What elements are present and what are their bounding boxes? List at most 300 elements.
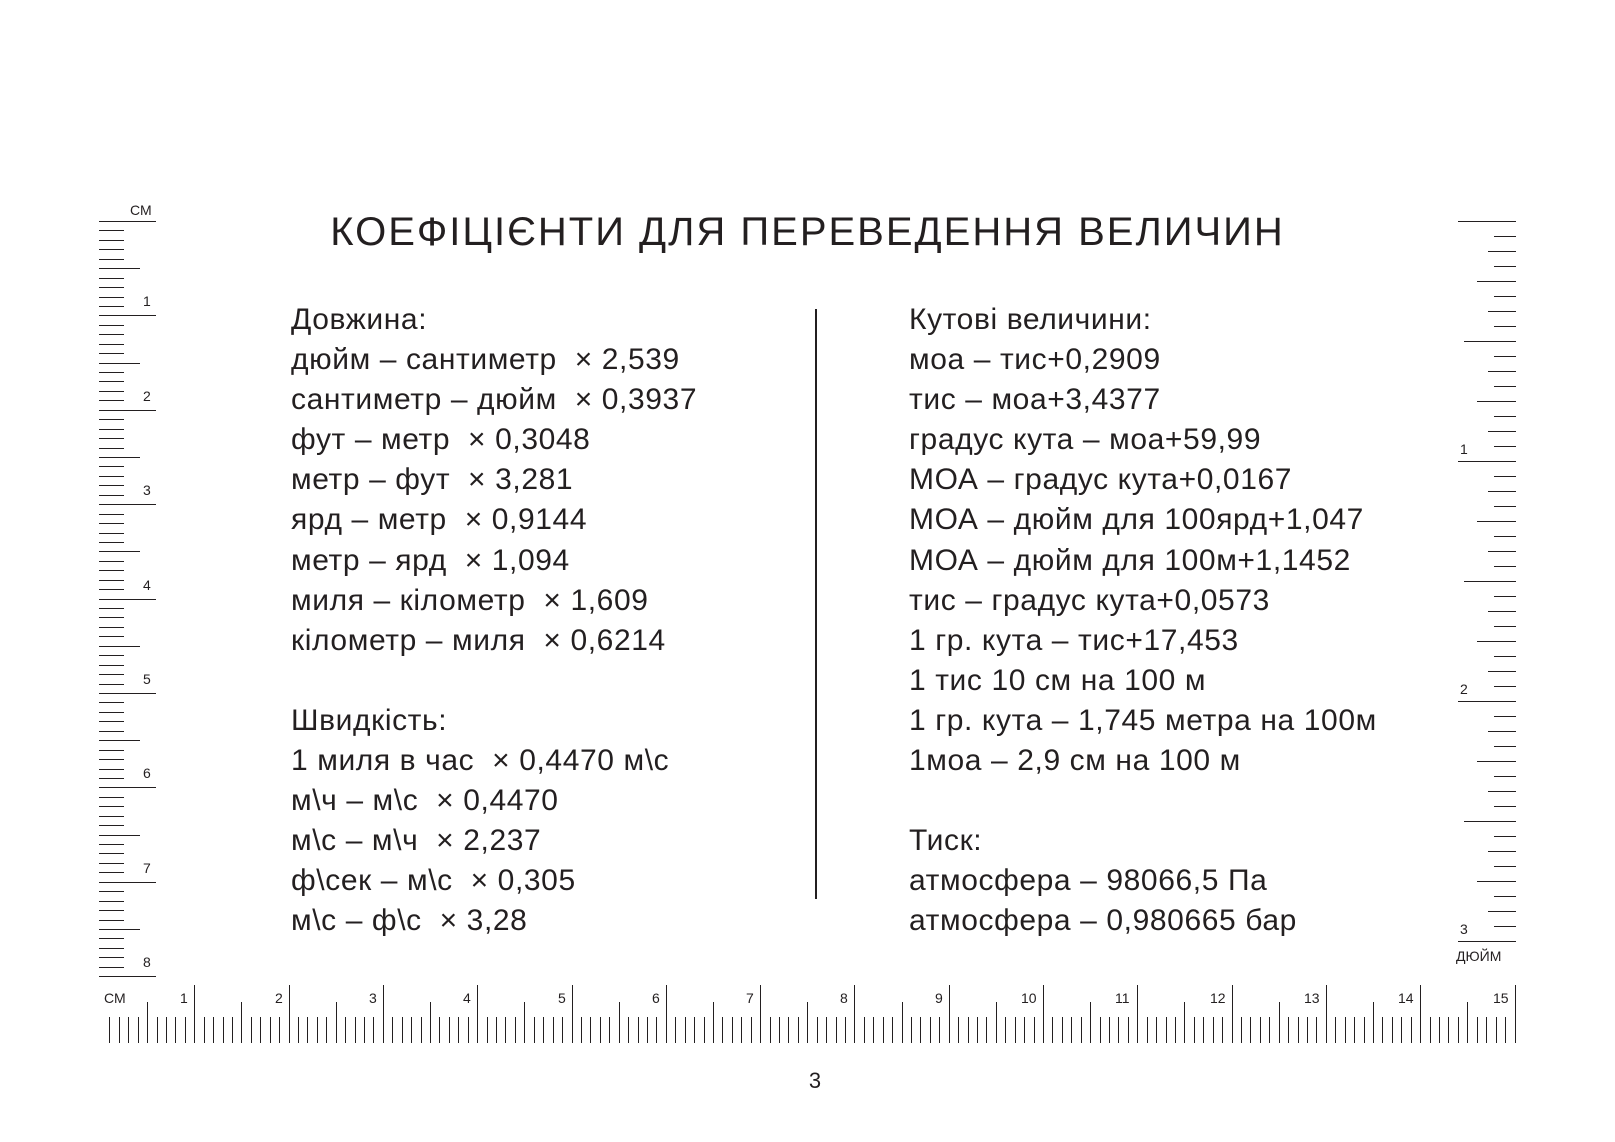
bottom-ruler-tick (543, 1017, 544, 1043)
left-ruler-tick (99, 306, 124, 307)
left-ruler-tick (99, 589, 124, 590)
bottom-ruler-tick (232, 1017, 233, 1043)
bottom-ruler-tick (505, 1017, 506, 1043)
right-ruler-tick (1477, 401, 1516, 402)
right-ruler-tick (1494, 476, 1516, 477)
right-ruler-tick (1488, 611, 1516, 612)
bottom-ruler-tick (355, 1017, 356, 1043)
bottom-ruler-tick (713, 1002, 714, 1043)
bottom-ruler-tick (1222, 1017, 1223, 1043)
right-ruler-tick (1494, 596, 1516, 597)
right-ruler-tick (1494, 296, 1516, 297)
left-ruler-tick (99, 646, 140, 647)
left-ruler-tick (99, 636, 124, 637)
left-ruler-label: 8 (143, 954, 151, 970)
bottom-ruler-tick (996, 1002, 997, 1043)
right-ruler-tick (1488, 311, 1516, 312)
right-ruler-tick (1488, 491, 1516, 492)
left-column-line: метр – фут × 3,281 (291, 463, 574, 497)
left-ruler-tick (99, 334, 124, 335)
bottom-ruler-tick (260, 1017, 261, 1043)
left-ruler-tick (99, 853, 124, 854)
left-ruler-tick (99, 901, 124, 902)
bottom-ruler-tick (439, 1017, 440, 1043)
right-column-line: атмосфера – 0,980665 бар (909, 904, 1297, 938)
bottom-ruler-tick (175, 1017, 176, 1043)
left-ruler-tick (99, 740, 140, 741)
left-ruler-tick (99, 344, 124, 345)
bottom-ruler-tick (1496, 1017, 1497, 1043)
bottom-ruler-tick (1128, 1017, 1129, 1043)
left-ruler-label: 2 (143, 388, 151, 404)
left-ruler-tick (99, 957, 124, 958)
right-ruler-tick (1494, 506, 1516, 507)
right-ruler-tick (1488, 911, 1516, 912)
bottom-ruler-label: 6 (652, 990, 660, 1006)
left-ruler-tick (99, 221, 156, 222)
left-ruler-tick (99, 504, 156, 505)
left-ruler-tick (99, 429, 124, 430)
bottom-ruler-tick (1213, 1017, 1214, 1043)
bottom-ruler-tick (524, 1002, 525, 1043)
left-ruler-tick (99, 372, 124, 373)
left-column-line: фут – метр × 0,3048 (291, 423, 591, 457)
bottom-ruler-tick (458, 1017, 459, 1043)
left-column-line: м\с – ф\с × 3,28 (291, 904, 528, 938)
bottom-ruler-tick (138, 1017, 139, 1043)
right-ruler-tick (1494, 866, 1516, 867)
left-ruler-tick (99, 797, 124, 798)
left-column-line (291, 661, 697, 701)
bottom-ruler-tick (1307, 1017, 1308, 1043)
bottom-ruler-tick (326, 1017, 327, 1043)
right-column-line: градус кута – моа+59,99 (909, 423, 1262, 457)
bottom-ruler-tick (1062, 1017, 1063, 1043)
bottom-ruler-tick (1100, 1017, 1101, 1043)
right-ruler-tick (1488, 791, 1516, 792)
left-column-line: дюйм – сантиметр × 2,539 (291, 343, 680, 377)
bottom-ruler-tick (373, 1017, 374, 1043)
bottom-ruler-tick (1364, 1017, 1365, 1043)
left-column-conversions (291, 300, 697, 942)
bottom-ruler-tick (1043, 985, 1044, 1043)
bottom-ruler-tick (883, 1017, 884, 1043)
right-column-line (909, 781, 1377, 821)
left-ruler-tick (99, 617, 124, 618)
bottom-ruler-tick (1109, 1017, 1110, 1043)
right-ruler-tick (1488, 671, 1516, 672)
right-ruler-tick (1494, 686, 1516, 687)
left-ruler-tick (99, 929, 140, 930)
bottom-ruler-tick (666, 985, 667, 1043)
bottom-ruler-tick (1081, 1017, 1082, 1043)
bottom-ruler-tick (534, 1017, 535, 1043)
bottom-ruler-tick (1034, 1017, 1035, 1043)
bottom-ruler-tick (487, 1017, 488, 1043)
bottom-ruler-tick (826, 1017, 827, 1043)
bottom-ruler-tick (1439, 1017, 1440, 1043)
bottom-ruler-tick (1411, 1017, 1412, 1043)
right-ruler-tick (1494, 536, 1516, 537)
left-ruler-tick (99, 485, 124, 486)
left-ruler-tick (99, 674, 124, 675)
left-ruler-tick (99, 872, 124, 873)
bottom-ruler-tick (468, 1017, 469, 1043)
bottom-ruler-tick (1166, 1017, 1167, 1043)
left-ruler-tick (99, 551, 140, 552)
bottom-ruler-tick (1175, 1017, 1176, 1043)
left-ruler-label: 7 (143, 860, 151, 876)
left-column-line: ф\сек – м\с × 0,305 (291, 864, 576, 898)
right-ruler-label: 3 (1460, 921, 1468, 937)
left-ruler-tick (99, 259, 124, 260)
right-ruler-tick (1477, 521, 1516, 522)
left-ruler-tick (99, 891, 124, 892)
bottom-ruler-tick (590, 1017, 591, 1043)
bottom-ruler-tick (619, 1002, 620, 1043)
left-ruler-tick (99, 920, 124, 921)
right-ruler-tick (1458, 701, 1516, 702)
bottom-ruler-tick (1090, 1002, 1091, 1043)
right-column-line: МОА – дюйм для 100ярд+1,047 (909, 503, 1364, 537)
bottom-ruler-tick (251, 1017, 252, 1043)
bottom-ruler-label: 1 (180, 990, 188, 1006)
left-ruler-tick (99, 721, 124, 722)
bottom-ruler-tick (307, 1017, 308, 1043)
bottom-ruler-tick (958, 1017, 959, 1043)
left-ruler-tick (99, 882, 156, 883)
left-ruler-tick (99, 533, 124, 534)
bottom-ruler-tick (638, 1017, 639, 1043)
bottom-ruler-label: 13 (1304, 990, 1320, 1006)
bottom-ruler-tick (270, 1017, 271, 1043)
bottom-ruler-tick (128, 1017, 129, 1043)
bottom-ruler-tick (1373, 1002, 1374, 1043)
left-ruler-tick (99, 419, 124, 420)
bottom-ruler-unit: СМ (104, 990, 126, 1006)
bottom-ruler-tick (581, 1017, 582, 1043)
right-ruler-tick (1464, 821, 1516, 822)
left-column-line: Швидкість: (291, 703, 448, 737)
left-ruler-tick (99, 353, 124, 354)
left-column-line: ярд – метр × 0,9144 (291, 503, 588, 537)
bottom-ruler-label: 4 (463, 990, 471, 1006)
column-divider (815, 309, 817, 899)
left-ruler-tick (99, 665, 124, 666)
bottom-ruler-tick (1326, 985, 1327, 1043)
right-ruler-tick (1494, 386, 1516, 387)
left-ruler-tick (99, 835, 140, 836)
bottom-ruler-tick (722, 1017, 723, 1043)
bottom-ruler-tick (430, 1002, 431, 1043)
left-ruler-label: 1 (143, 293, 151, 309)
right-ruler-tick (1464, 581, 1516, 582)
bottom-ruler-tick (873, 1017, 874, 1043)
bottom-ruler-label: 3 (369, 990, 377, 1006)
left-ruler-tick (99, 287, 124, 288)
right-column-conversions (909, 300, 1377, 942)
bottom-ruler-tick (1184, 1002, 1185, 1043)
bottom-ruler-tick (279, 1017, 280, 1043)
bottom-ruler-tick (656, 1017, 657, 1043)
bottom-ruler-tick (836, 1017, 837, 1043)
left-column-line: кілометр – миля × 0,6214 (291, 623, 666, 657)
right-ruler-unit: ДЮЙМ (1456, 948, 1502, 964)
right-ruler-tick (1494, 926, 1516, 927)
bottom-ruler-tick (1448, 1017, 1449, 1043)
left-ruler-tick (99, 410, 156, 411)
bottom-ruler-tick (854, 985, 855, 1043)
bottom-ruler-tick (609, 1017, 610, 1043)
bottom-ruler-tick (1052, 1017, 1053, 1043)
bottom-ruler-tick (204, 1017, 205, 1043)
bottom-ruler-tick (968, 1017, 969, 1043)
right-ruler-tick (1494, 356, 1516, 357)
bottom-ruler-tick (817, 1017, 818, 1043)
bottom-ruler-tick (902, 1002, 903, 1043)
bottom-ruler-tick (1241, 1017, 1242, 1043)
right-ruler-tick (1494, 776, 1516, 777)
left-ruler-tick (99, 910, 124, 911)
right-ruler-tick (1464, 341, 1516, 342)
left-ruler-tick (99, 240, 124, 241)
left-ruler-tick (99, 297, 124, 298)
right-ruler-label: 1 (1460, 441, 1468, 457)
bottom-ruler-tick (223, 1017, 224, 1043)
bottom-ruler-tick (751, 1017, 752, 1043)
right-ruler-tick (1494, 566, 1516, 567)
bottom-ruler-tick (1316, 1017, 1317, 1043)
bottom-ruler-tick (685, 1017, 686, 1043)
bottom-ruler-tick (298, 1017, 299, 1043)
left-ruler-tick (99, 806, 124, 807)
left-ruler-tick (99, 778, 124, 779)
right-ruler-tick (1458, 941, 1516, 942)
right-column-line: моа – тис+0,2909 (909, 343, 1161, 377)
left-column-line: миля – кілометр × 1,609 (291, 583, 649, 617)
bottom-ruler-tick (1477, 1017, 1478, 1043)
right-ruler-tick (1494, 326, 1516, 327)
right-ruler-tick (1494, 266, 1516, 267)
bottom-ruler-label: 10 (1021, 990, 1037, 1006)
bottom-ruler-tick (1345, 1017, 1346, 1043)
right-ruler-tick (1494, 416, 1516, 417)
right-column-line: 1 тис 10 см на 100 м (909, 663, 1207, 697)
bottom-ruler-label: 12 (1210, 990, 1226, 1006)
left-ruler-label: 6 (143, 765, 151, 781)
left-ruler-tick (99, 693, 156, 694)
bottom-ruler-tick (977, 1017, 978, 1043)
left-ruler-tick (99, 759, 124, 760)
right-ruler-tick (1477, 881, 1516, 882)
left-ruler-tick (99, 325, 124, 326)
right-column-line: 1моа – 2,9 см на 100 м (909, 744, 1241, 778)
bottom-ruler-tick (1420, 985, 1421, 1043)
bottom-ruler-tick (1203, 1017, 1204, 1043)
left-ruler-tick (99, 230, 124, 231)
bottom-ruler-tick (241, 1002, 242, 1043)
left-ruler-tick (99, 627, 124, 628)
bottom-ruler-tick (449, 1017, 450, 1043)
bottom-ruler-tick (1335, 1017, 1336, 1043)
left-ruler-tick (99, 599, 156, 600)
left-ruler-tick (99, 816, 124, 817)
left-ruler-tick (99, 702, 124, 703)
bottom-ruler-tick (986, 1017, 987, 1043)
bottom-ruler-tick (864, 1017, 865, 1043)
left-ruler-tick (99, 863, 124, 864)
bottom-ruler-tick (383, 985, 384, 1043)
left-ruler-tick (99, 448, 124, 449)
bottom-ruler-tick (1024, 1017, 1025, 1043)
right-ruler-tick (1458, 461, 1516, 462)
right-ruler-tick (1494, 656, 1516, 657)
bottom-ruler-tick (289, 985, 290, 1043)
left-column-line: 1 миля в час × 0,4470 м\с (291, 744, 670, 778)
bottom-ruler-tick (1147, 1017, 1148, 1043)
left-ruler-tick (99, 476, 124, 477)
left-ruler-tick (99, 731, 124, 732)
right-ruler-tick (1458, 221, 1516, 222)
bottom-ruler-tick (1118, 1017, 1119, 1043)
bottom-ruler-tick (892, 1017, 893, 1043)
bottom-ruler-tick (1288, 1017, 1289, 1043)
right-ruler-tick (1488, 551, 1516, 552)
bottom-ruler-tick (1279, 1002, 1280, 1043)
bottom-ruler-tick (119, 1017, 120, 1043)
bottom-ruler-tick (1467, 1002, 1468, 1043)
bottom-ruler-tick (788, 1017, 789, 1043)
bottom-ruler-tick (411, 1017, 412, 1043)
bottom-ruler-tick (770, 1017, 771, 1043)
left-ruler-tick (99, 561, 124, 562)
bottom-ruler-tick (779, 1017, 780, 1043)
right-ruler-tick (1494, 716, 1516, 717)
bottom-ruler-tick (572, 985, 573, 1043)
bottom-ruler-label: 5 (558, 990, 566, 1006)
right-ruler-tick (1488, 431, 1516, 432)
bottom-ruler-tick (1401, 1017, 1402, 1043)
bottom-ruler-tick (939, 1017, 940, 1043)
right-ruler-tick (1477, 281, 1516, 282)
right-column-line: Тиск: (909, 824, 983, 858)
bottom-ruler-tick (1015, 1017, 1016, 1043)
right-column-line: МОА – дюйм для 100м+1,1452 (909, 543, 1351, 577)
bottom-ruler-tick (807, 1002, 808, 1043)
left-ruler-tick (99, 495, 124, 496)
right-ruler-tick (1494, 446, 1516, 447)
bottom-ruler-tick (392, 1017, 393, 1043)
bottom-ruler-tick (930, 1017, 931, 1043)
bottom-ruler-tick (732, 1017, 733, 1043)
bottom-ruler-tick (194, 985, 195, 1043)
left-ruler-tick (99, 967, 124, 968)
right-ruler-tick (1494, 806, 1516, 807)
left-ruler-tick (99, 278, 124, 279)
right-column-line: 1 гр. кута – 1,745 метра на 100м (909, 703, 1377, 737)
right-ruler-tick (1477, 761, 1516, 762)
right-ruler-tick (1494, 836, 1516, 837)
left-ruler-tick (99, 844, 124, 845)
bottom-ruler-label: 14 (1398, 990, 1414, 1006)
left-ruler-tick (99, 542, 124, 543)
right-ruler-label: 2 (1460, 681, 1468, 697)
right-ruler-tick (1494, 626, 1516, 627)
left-ruler-tick (99, 514, 124, 515)
bottom-ruler-tick (1430, 1017, 1431, 1043)
bottom-ruler-tick (1505, 1017, 1506, 1043)
left-ruler-label: 5 (143, 671, 151, 687)
bottom-ruler-tick (496, 1017, 497, 1043)
right-ruler-tick (1488, 251, 1516, 252)
bottom-ruler-tick (336, 1002, 337, 1043)
page-title: КОЕФІЦІЄНТИ ДЛЯ ПЕРЕВЕДЕННЯ ВЕЛИЧИН (330, 210, 1285, 254)
left-column-line: м\ч – м\с × 0,4470 (291, 784, 559, 818)
bottom-ruler-tick (1194, 1017, 1195, 1043)
bottom-ruler-tick (185, 1017, 186, 1043)
bottom-ruler-tick (1250, 1017, 1251, 1043)
left-ruler-tick (99, 268, 140, 269)
left-ruler-tick (99, 381, 124, 382)
bottom-ruler-tick (553, 1017, 554, 1043)
left-column-line: сантиметр – дюйм × 0,3937 (291, 383, 698, 417)
left-ruler-tick (99, 438, 124, 439)
left-ruler-label: 3 (143, 482, 151, 498)
bottom-ruler-tick (213, 1017, 214, 1043)
left-ruler-tick (99, 315, 156, 316)
bottom-ruler-tick (600, 1017, 601, 1043)
bottom-ruler-tick (1156, 1017, 1157, 1043)
bottom-ruler-tick (1515, 985, 1516, 1043)
bottom-ruler-tick (109, 1017, 110, 1043)
bottom-ruler-tick (704, 1017, 705, 1043)
left-ruler-tick (99, 363, 140, 364)
bottom-ruler-tick (920, 1017, 921, 1043)
right-column-line: МОА – градус кута+0,0167 (909, 463, 1293, 497)
right-ruler-tick (1494, 236, 1516, 237)
bottom-ruler-label: 11 (1115, 990, 1130, 1006)
bottom-ruler-label: 2 (275, 990, 283, 1006)
left-ruler-tick (99, 570, 124, 571)
bottom-ruler-tick (345, 1017, 346, 1043)
bottom-ruler-tick (1071, 1017, 1072, 1043)
left-ruler-tick (99, 580, 124, 581)
left-ruler-tick (99, 655, 124, 656)
left-column-line: Довжина: (291, 303, 428, 336)
left-column-line: метр – ярд × 1,094 (291, 543, 570, 577)
bottom-ruler-tick (317, 1017, 318, 1043)
left-ruler-label: 4 (143, 577, 151, 593)
bottom-ruler-tick (1382, 1017, 1383, 1043)
bottom-ruler-label: 7 (746, 990, 754, 1006)
bottom-ruler-tick (1298, 1017, 1299, 1043)
bottom-ruler-tick (911, 1017, 912, 1043)
left-ruler-tick (99, 948, 124, 949)
bottom-ruler-tick (1260, 1017, 1261, 1043)
bottom-ruler-tick (402, 1017, 403, 1043)
left-column-line: м\с – м\ч × 2,237 (291, 824, 542, 858)
page-number: 3 (808, 1068, 822, 1093)
left-ruler-tick (99, 457, 140, 458)
bottom-ruler-tick (628, 1017, 629, 1043)
bottom-ruler-tick (421, 1017, 422, 1043)
right-column-line: тис – моа+3,4377 (909, 383, 1161, 417)
left-ruler-tick (99, 750, 124, 751)
left-ruler-tick (99, 712, 124, 713)
bottom-ruler-tick (675, 1017, 676, 1043)
bottom-ruler-tick (1232, 985, 1233, 1043)
left-ruler-tick (99, 769, 124, 770)
